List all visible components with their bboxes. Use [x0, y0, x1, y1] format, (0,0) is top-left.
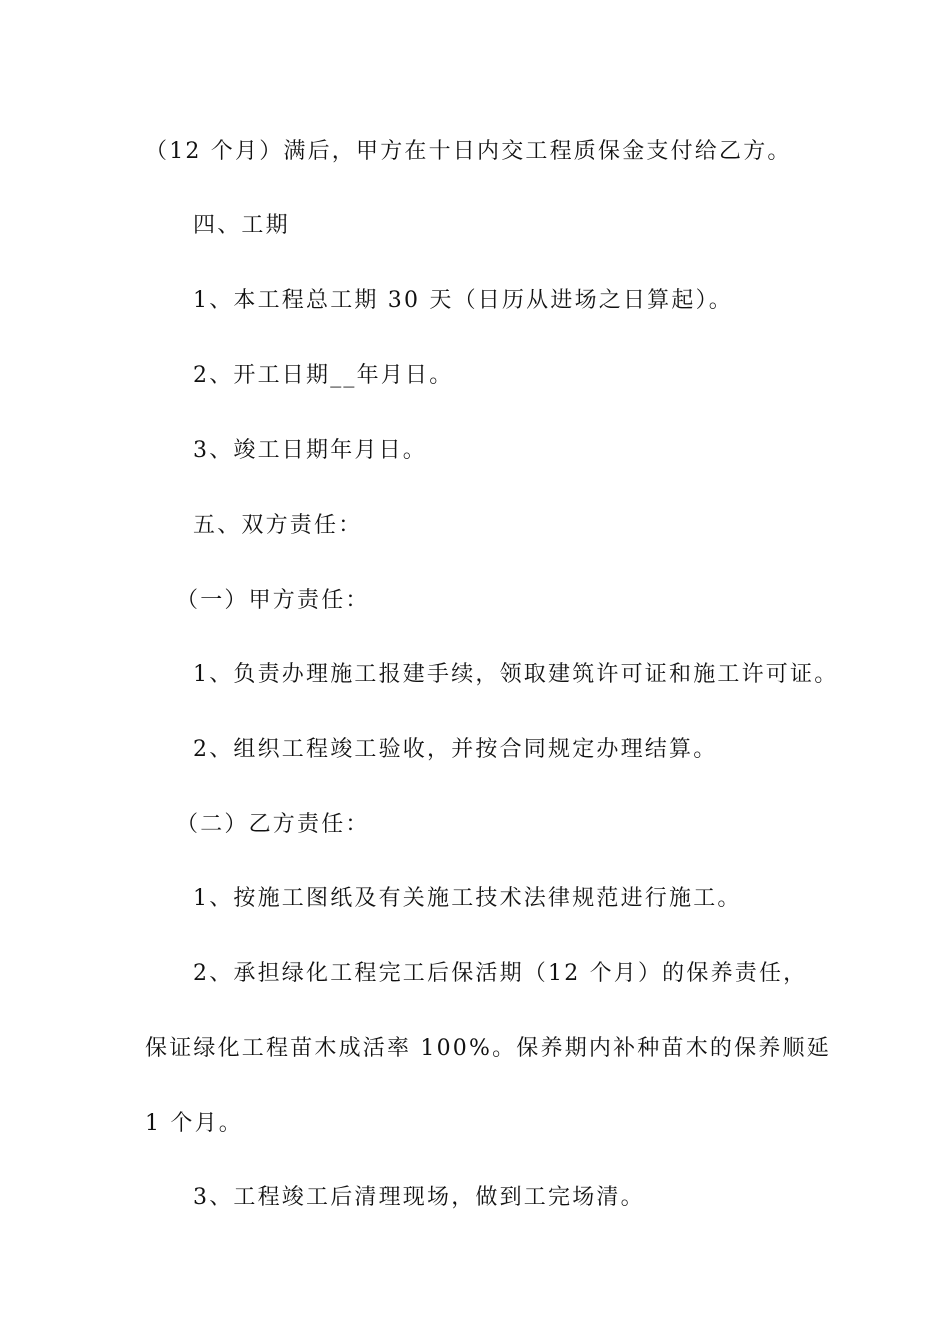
list-item: 1、本工程总工期 30 天（日历从进场之日算起）。 [193, 288, 733, 313]
section-heading: 四、工期 [193, 213, 290, 238]
list-item: 2、承担绿化工程完工后保活期（12 个月）的保养责任， [193, 961, 808, 986]
section-heading: 五、双方责任： [193, 513, 363, 538]
list-item: 1、按施工图纸及有关施工技术法律规范进行施工。 [193, 886, 742, 911]
paragraph-line: （12 个月）满后，甲方在十日内交工程质保金支付给乙方。 [145, 139, 792, 164]
paragraph-line: 保证绿化工程苗木成活率 100%。保养期内补种苗木的保养顺延 [145, 1036, 831, 1061]
list-item: 3、竣工日期年月日。 [193, 438, 427, 463]
subsection-heading: （二）乙方责任： [176, 812, 370, 837]
paragraph-line: 1 个月。 [145, 1111, 243, 1136]
subsection-heading: （一）甲方责任： [176, 588, 370, 613]
list-item: 2、组织工程竣工验收，并按合同规定办理结算。 [193, 737, 718, 762]
list-item: 3、工程竣工后清理现场，做到工完场清。 [193, 1185, 645, 1210]
list-item: 2、开工日期__年月日。 [193, 363, 454, 388]
list-item: 1、负责办理施工报建手续，领取建筑许可证和施工许可证。 [193, 662, 839, 687]
